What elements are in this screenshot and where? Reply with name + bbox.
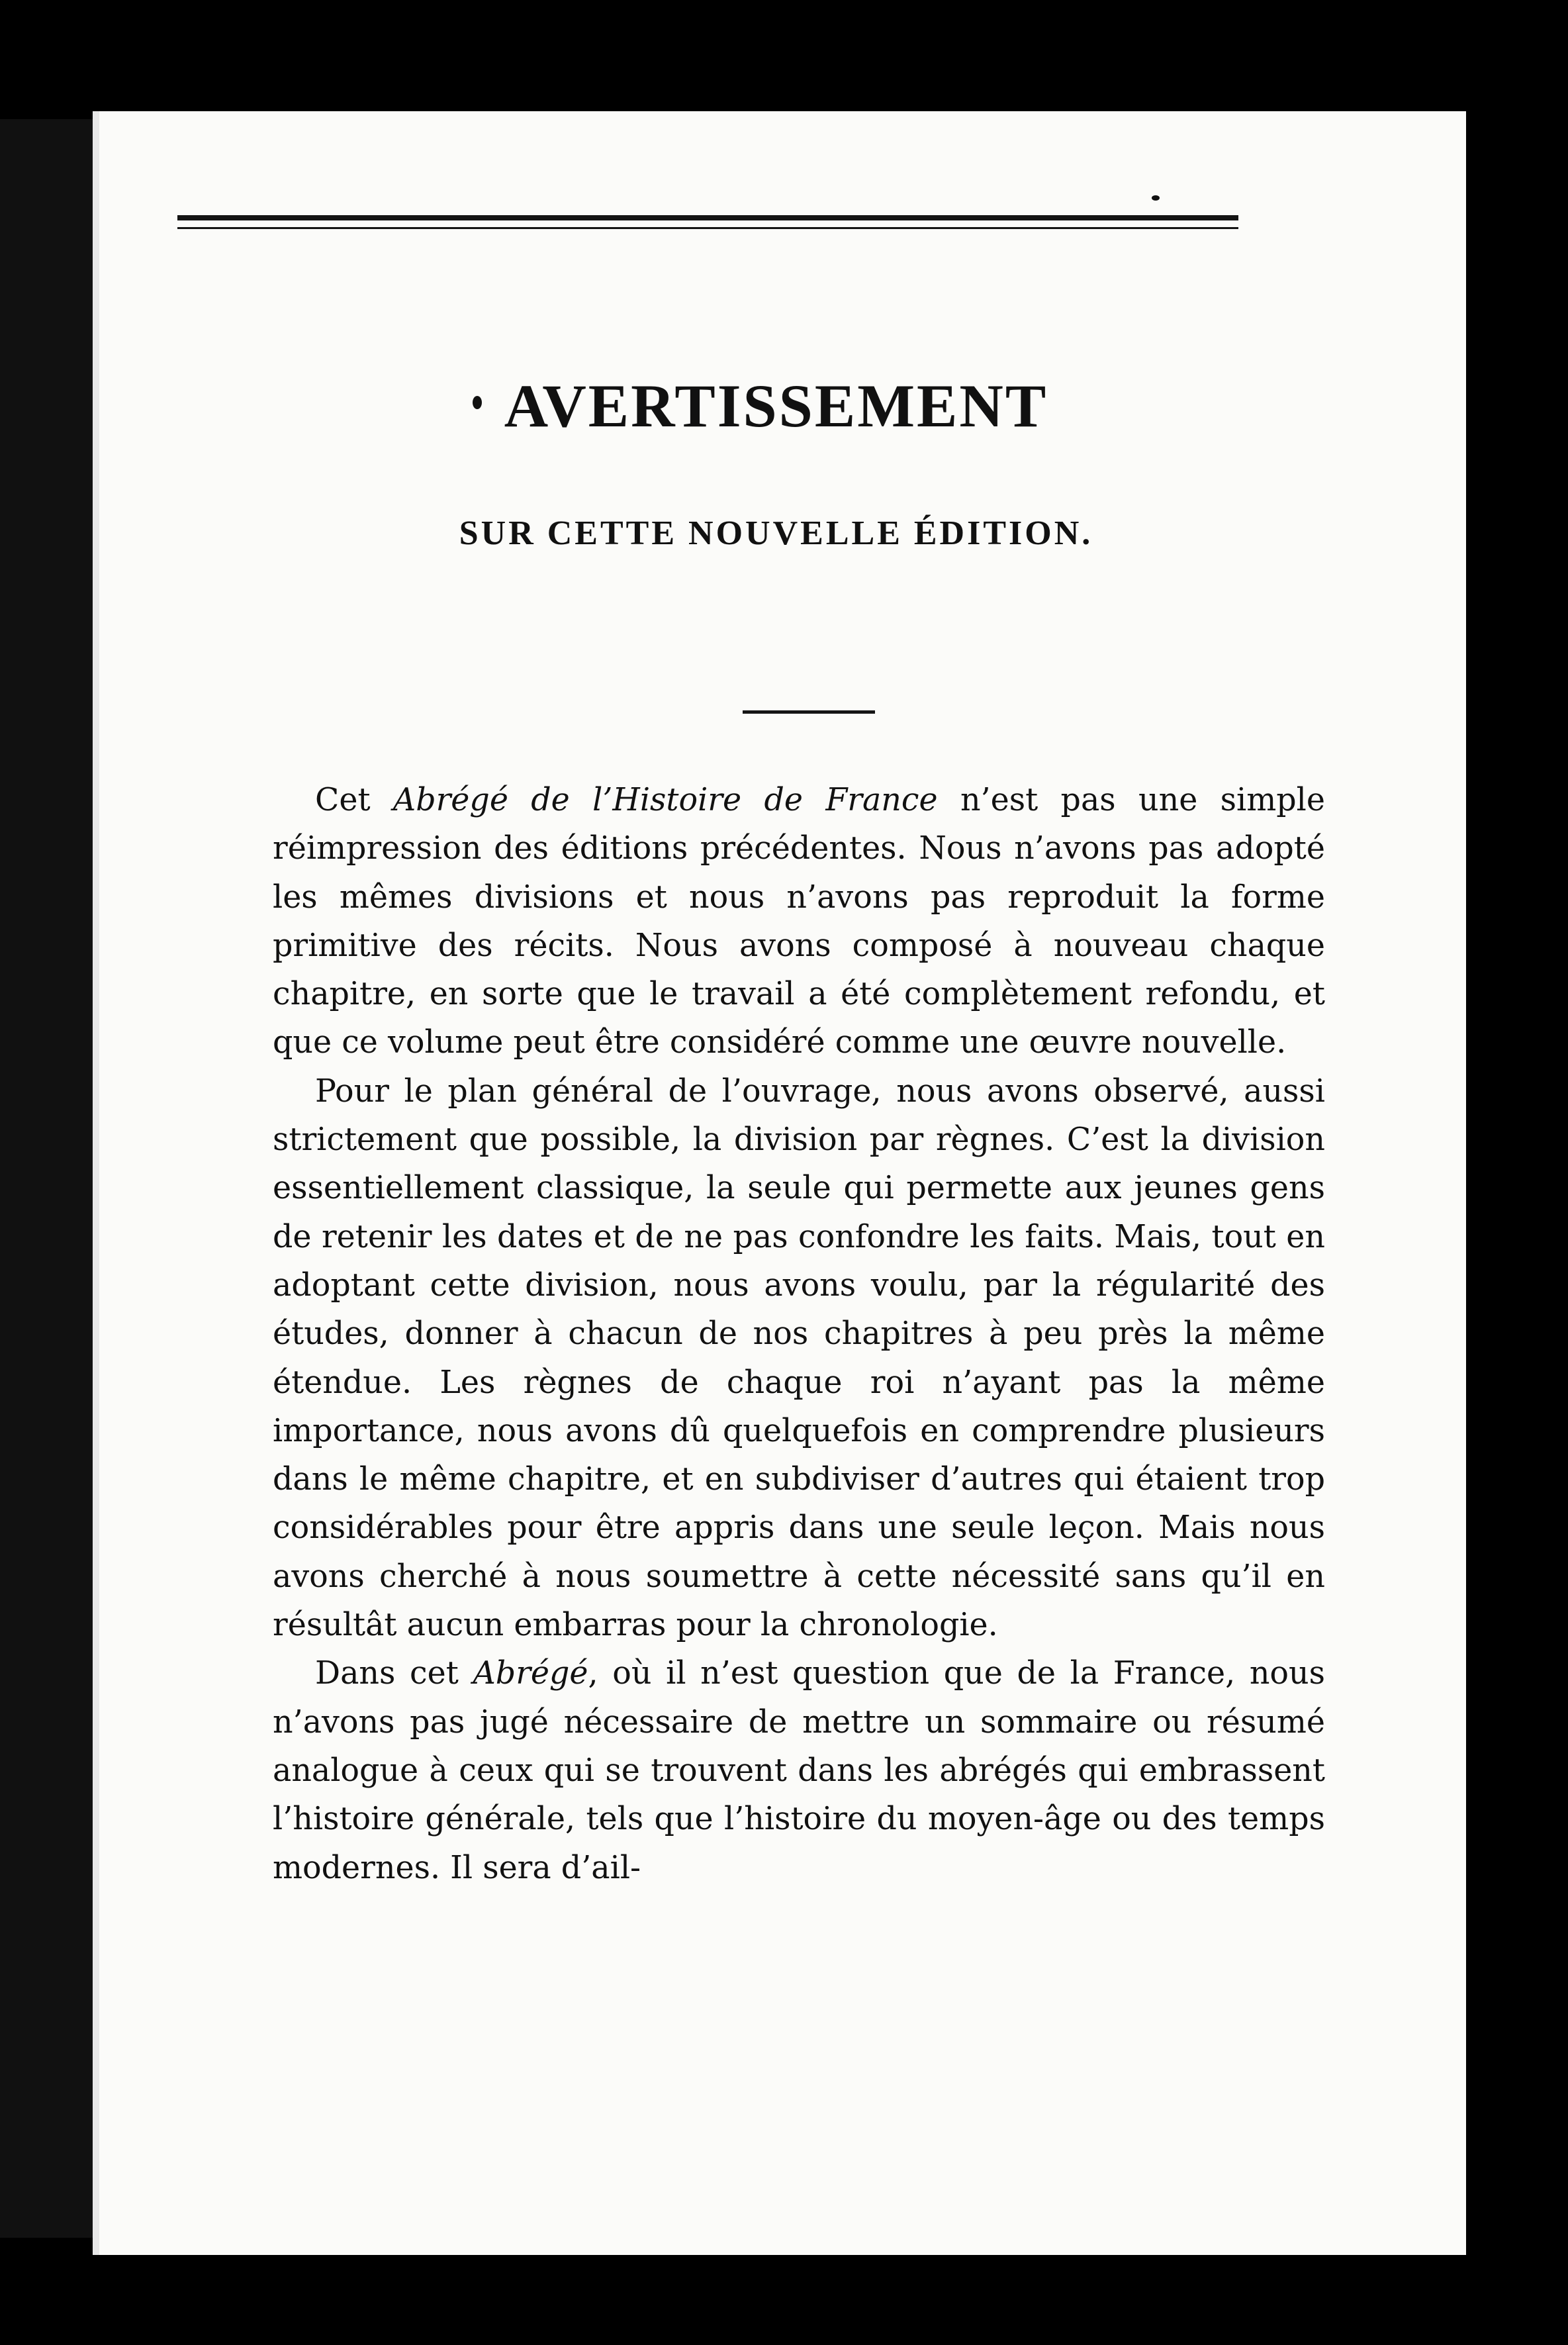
paragraph-2-text: Pour le plan général de l’ouvrage, nous avons observé, aussi strictement que possible, la division par règnes. C’est la division essentiellement classique, la seule qui permette aux jeunes gens de retenir les dates et de ne pas confondre les faits. Mais, tout en adoptant cette division, nous avons voulu, par la régularité des études, donner à chacun de nos chapitres à peu près la même étendue. Les règnes de chaque roi n’ayant pas la même importance, nous avons dû quelquefois en comprendre plusieurs dans le même chapitre, et en subdiviser d’autres qui étaient trop considérables pour être appris dans une seule leçon. Mais nous avons cherché à nous soumettre à cette nécessité sans qu’il en résultât aucun embarras pour la chronologie.	[273, 1073, 1325, 1644]
ink-speck	[1152, 195, 1160, 201]
book-title-italic: Abrégé de l’Histoire de France	[392, 782, 938, 818]
paragraph-1-text-cont: n’est pas une simple réimpression des éditions précédentes. Nous n’avons pas adopté les mêmes divisions et nous n’avons pas reproduit la forme primitive des récits. Nous avons composé à nouveau chaque chapitre, en sorte que le travail a été complètement refondu, et que ce volume peut être considéré comme une œuvre nouvelle.	[273, 782, 1325, 1061]
abrege-italic: Abrégé	[473, 1655, 588, 1692]
page-title: AVERTISSEMENT	[504, 372, 1048, 440]
page-subtitle: SUR CETTE NOUVELLE ÉDITION.	[459, 514, 1093, 552]
header-rule-thin	[177, 227, 1238, 229]
paragraph-1	[273, 776, 1325, 1067]
paragraph-1-text: Cet	[315, 782, 393, 818]
header-double-rule	[177, 215, 1238, 229]
paragraph-2	[273, 1067, 1325, 1650]
paragraph-3-text: Dans cet	[315, 1655, 473, 1692]
header-rule-thick	[177, 215, 1238, 220]
title-separator-rule	[743, 710, 875, 714]
body-text	[273, 776, 1325, 1892]
paragraph-3	[273, 1649, 1325, 1891]
paragraph-3-text-cont: , où il n’est question que de la France, nous n’avons pas jugé nécessaire de mettre un sommaire ou résumé analogue à ceux qui se trouvent dans les abrégés qui embrassent l’histoire générale, tels que l’histoire du moyen-âge ou des temps modernes. Il sera d’ail-	[273, 1655, 1325, 1886]
scan-border-left	[0, 119, 93, 2238]
